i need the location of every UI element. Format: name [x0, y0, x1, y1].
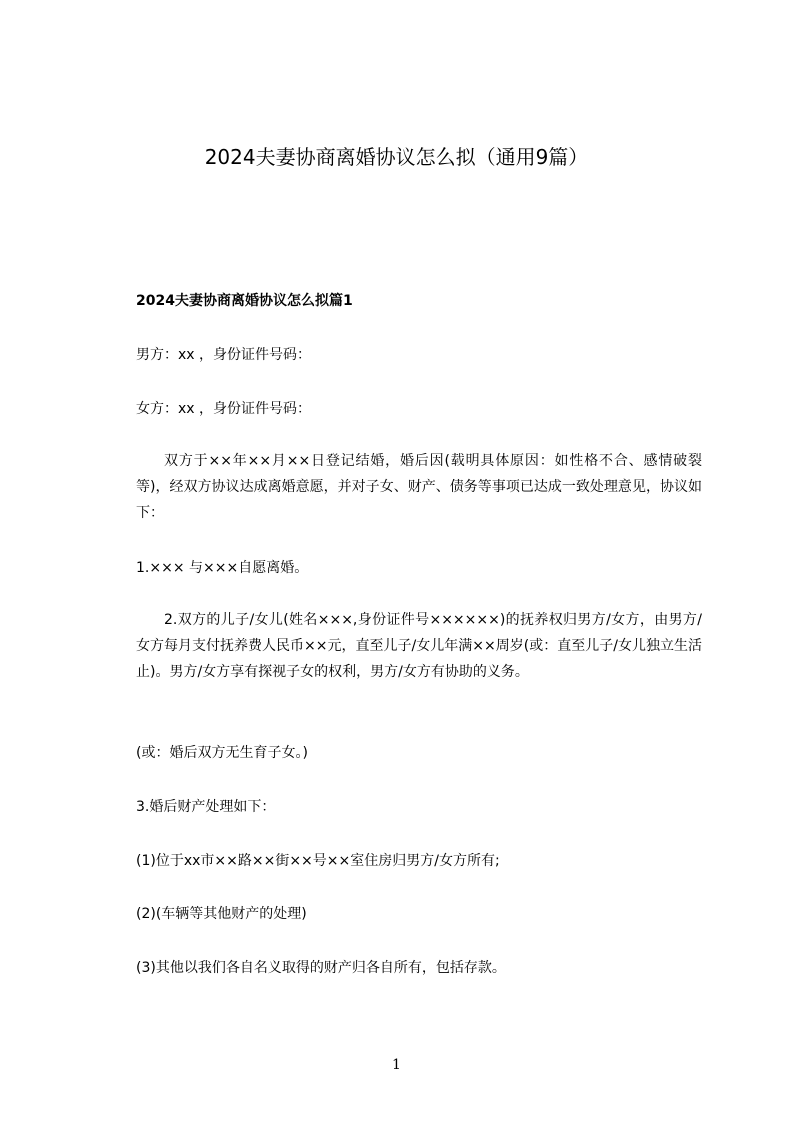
- property-item-3: (3)其他以我们各自名义取得的财产归各自所有，包括存款。: [136, 960, 506, 976]
- property-item-2: (2)(车辆等其他财产的处理): [136, 906, 307, 922]
- document-title: 2024夫妻协商离婚协议怎么拟（通用9篇）: [204, 145, 589, 169]
- page-number: 1: [392, 1057, 401, 1073]
- agreement-item-1: 1.××× 与×××自愿离婚。: [136, 560, 309, 576]
- agreement-item-2: 2.双方的儿子/女儿(姓名×××,身份证件号××××××)的抚养权归男方/女方，由男方/女方每月支付抚养费人民币××元，直至儿子/女儿年满××周岁(或：直至儿子/女儿独立生活止)。男方/女方享有探视子女的权利，男方/女方有协助的义务。: [136, 612, 702, 680]
- property-item-1: (1)位于xx市××路××街××号××室住房归男方/女方所有;: [136, 853, 500, 869]
- agreement-item-2-alternative: (或：婚后双方无生育子女。): [136, 745, 308, 761]
- male-party-line: 男方：xx ，身份证件号码：: [136, 347, 312, 363]
- intro-paragraph: 双方于××年××月××日登记结婚，婚后因(载明具体原因：如性格不合、感情破裂等)，经双方协议达成离婚意愿，并对子女、财产、债务等事项已达成一致处理意见，协议如下：: [136, 453, 702, 521]
- agreement-item-3: 3.婚后财产处理如下：: [136, 799, 276, 815]
- section-heading: 2024夫妻协商离婚协议怎么拟篇1: [136, 293, 353, 309]
- female-party-line: 女方：xx ，身份证件号码：: [136, 401, 312, 417]
